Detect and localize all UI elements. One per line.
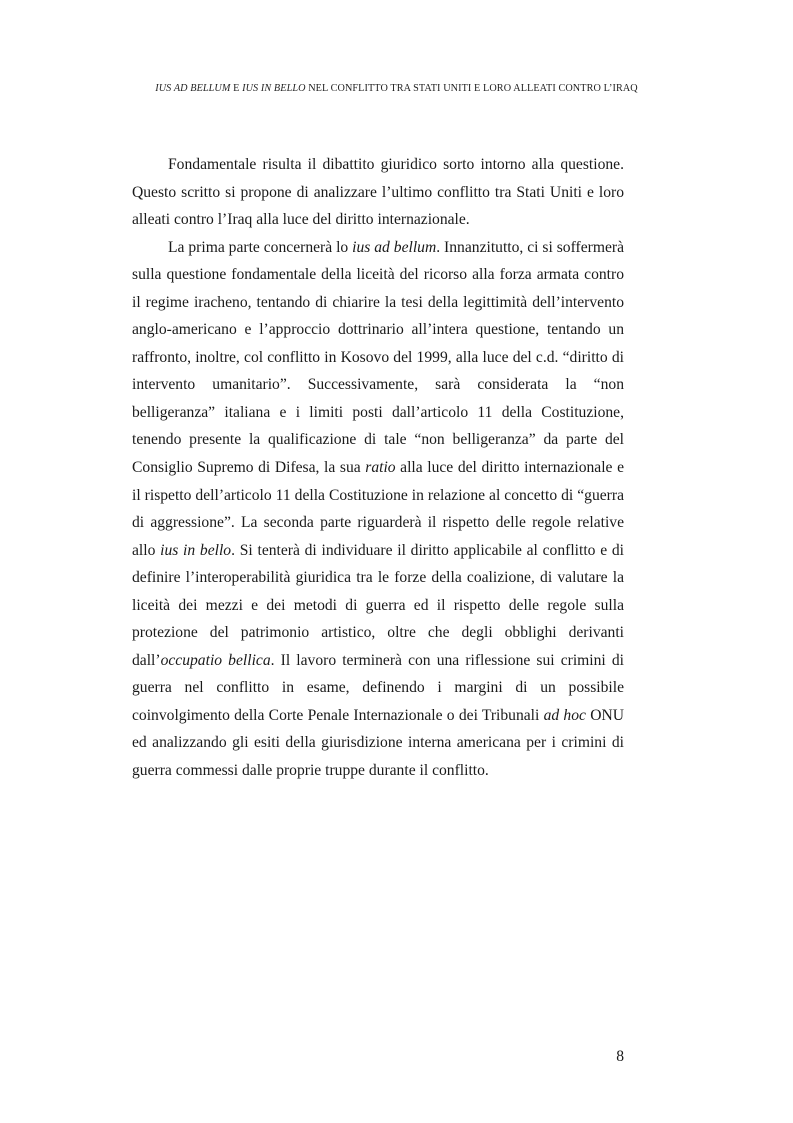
term-ratio: ratio <box>365 459 396 477</box>
paragraph-1: Fondamentale risulta il dibattito giuridico sorto intorno alla questione. Questo scritto si propone di analizzare l’ultimo conflitto tra Stati Uniti e loro alleati contro l’Iraq alla luce del diritto internazionale. <box>132 156 624 229</box>
header-conjunction: E <box>230 83 243 94</box>
header-ius-in-bello: IUS IN BELLO <box>242 83 306 94</box>
header-title-rest: NEL CONFLITTO TRA STATI UNITI E LORO ALLEATI CONTRO L’IRAQ <box>305 83 638 94</box>
paragraph-2-text: . Si tenterà di individuare il diritto applicabile al conflitto e di definire l’interoperabilità giuridica tra le forze della coalizione, di valutare la liceità dei mezzi e dei metodi di guerra ed il rispetto delle regole sulla protezione del patrimonio artistico, oltre che degli obblighi derivanti dall’ <box>132 541 624 669</box>
paragraph-2-text: . Innanzitutto, ci si soffermerà sulla questione fondamentale della liceità del ricorso alla forza armata contro il regime iracheno, tentando di chiarire la tesi della legittimità dell’intervento anglo-americano e l’approccio dottrinario all’intera questione, tentando un raffronto, inoltre, col conflitto in Kosovo del 1999, alla luce del c.d. “diritto di intervento umanitario”. Successivamente, sarà considerata la “non belligeranza” italiana e i limiti posti dall’articolo 11 della Costituzione, tenendo presente la qualificazione di tale “non belligeranza” da parte del Consiglio Supremo di Difesa, la sua <box>132 238 624 477</box>
paragraph-2 <box>132 234 624 785</box>
running-header <box>132 83 661 95</box>
term-ius-ad-bellum: ius ad bellum <box>352 238 437 256</box>
paragraph-2-text: alla luce del diritto internazionale e il rispetto dell’articolo 11 della Costituzione in relazione al concetto di “guerra di aggressione”. La seconda parte riguarderà il rispetto delle regole relative allo <box>132 459 624 559</box>
paragraph-2-text: . Il lavoro terminerà con una riflessione sui crimini di guerra nel conflitto in esame, definendo i margini di un possibile coinvolgimento della Corte Penale Internazionale o dei Tribunali <box>132 651 624 724</box>
term-ius-in-bello: ius in bello <box>160 541 232 559</box>
header-ius-ad-bellum: IUS AD BELLUM <box>155 83 231 94</box>
body-text <box>132 151 624 785</box>
page-number: 8 <box>616 1048 624 1065</box>
paragraph-2-text: ONU ed analizzando gli esiti della giurisdizione interna americana per i crimini di guerra commessi dalle proprie truppe durante il conflitto. <box>132 706 624 780</box>
term-ad-hoc: ad hoc <box>543 706 586 724</box>
paragraph-2-text: La prima parte concernerà lo <box>168 238 353 256</box>
term-occupatio-bellica: occupatio bellica <box>160 651 271 669</box>
